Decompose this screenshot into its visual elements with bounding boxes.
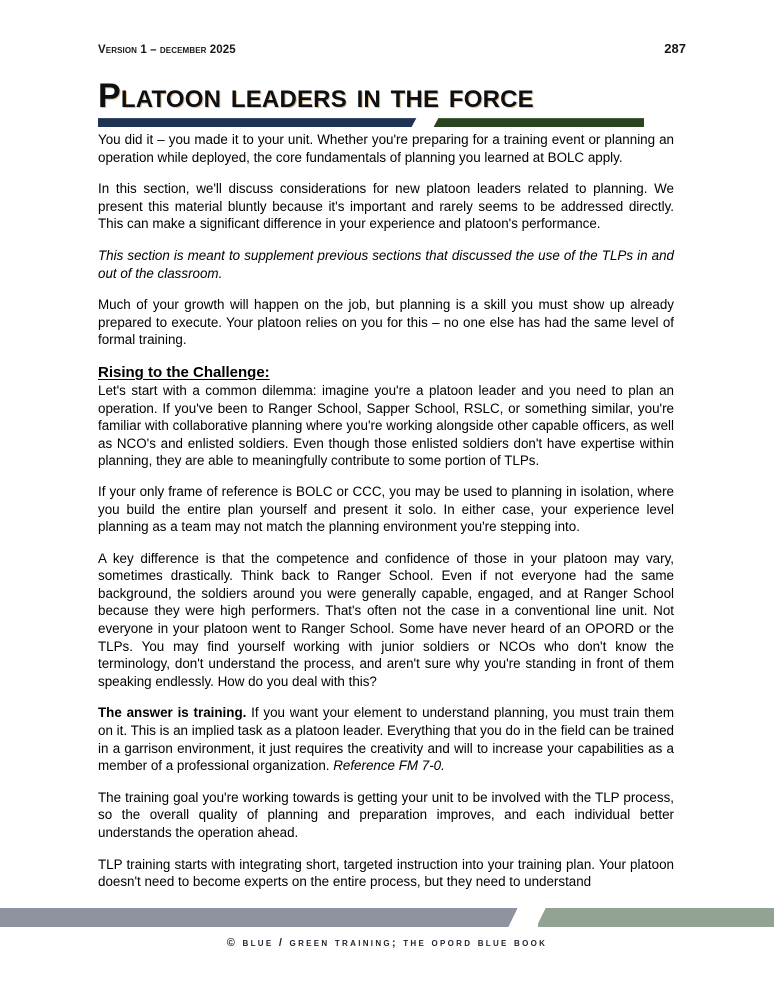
paragraph-key-difference: A key difference is that the competence and confidence of those in your platoon may vary, sometimes drastically. Think back to Ranger School. Even if not everyone had the same background, the soldiers around you were generally capable, engaged, and at Ranger School because they were high performers. That's often not the case in a conventional line unit. Not everyone in your platoon went to Ranger School. Some have never heard of an OPORD or the TLPs. You may find yourself working with junior soldiers or NCOs who don't know the terminology, don't understand the process, and aren't sure why you're standing in front of them speaking endlessly. How do you deal with this? [98, 550, 674, 689]
page-number: 287 [664, 41, 686, 56]
version-label: Version 1 – december 2025 [98, 44, 236, 56]
footer-decorative-bar [0, 908, 774, 927]
paragraph-intro-2: In this section, we'll discuss considerations for new platoon leaders related to planning. We present this material bluntly because it's important and rarely seems to be addressed directly. This can make a significant difference in your experience and platoon's performance. [98, 181, 674, 232]
paragraph-frame-of-reference: If your only frame of reference is BOLC or CCC, you may be used to planning in isolation, where you build the entire plan yourself and present it solo. In either case, your experience level planning as a team may not match the planning environment you're stepping into. [98, 483, 674, 535]
footer-bar-gray-segment [0, 908, 524, 927]
paragraph-tlp-training: TLP training starts with integrating short, targeted instruction into your training plan. Your platoon doesn't need to become experts on the entire process, but they need to understand [98, 856, 674, 890]
paragraph-common-dilemma: Let's start with a common dilemma: imagine you're a platoon leader and you need to plan an operation. If you've been to Ranger School, Sapper School, RSLC, or something similar, you're familiar with collaborative planning where you're working alongside other capable officers, as well as NCO's and enlisted soldiers. Even though those enlisted soldiers don't have expertise within planning, they are able to meaningfully contribute to some portion of TLPs. [98, 382, 674, 469]
running-header [98, 41, 686, 57]
paragraph-growth: Much of your growth will happen on the job, but planning is a skill you must show up already prepared to execute. Your platoon relies on you for this – no one else has had the same level of formal training. [98, 297, 674, 348]
reference-citation: Reference FM 7-0. [333, 758, 445, 774]
paragraph-answer-body: If you want your element to understand planning, you must train them on it. This is an implied task as a platoon leader. Everything that you do in the field can be trained in a garrison environment, it just requires the creativity and will to increase your capabilities as a member of a professional organization. [98, 705, 674, 774]
section-heading-rising-to-the-challenge: Rising to the Challenge: [98, 363, 270, 381]
title-rule-blue-segment [98, 118, 428, 127]
footer-copyright: © blue / green training; the opord blue book [226, 937, 548, 949]
paragraph-training-goal: The training goal you're working towards is getting your unit to be involved with the TLP process, so the overall quality of planning and preparation improves, and each individual better understands the operation ahead. [98, 789, 674, 840]
title-decorative-rule [98, 118, 644, 127]
footer-bar-green-segment [538, 908, 774, 927]
paragraph-answer-is-training [98, 704, 674, 774]
bold-lead-in: The answer is training. [98, 705, 247, 721]
title-block [98, 78, 678, 127]
paragraph-intro-1: You did it – you made it to your unit. Whether you're preparing for a training event or planning an operation while deployed, the core fundamentals of planning you learned at BOLC apply. [98, 132, 674, 165]
page-title: Platoon leaders in the force [98, 77, 534, 115]
title-rule-green-segment [416, 118, 644, 127]
paragraph-supplement-note: This section is meant to supplement previous sections that discussed the use of the TLPs in and out of the classroom. [98, 247, 674, 281]
body-content [98, 131, 674, 905]
